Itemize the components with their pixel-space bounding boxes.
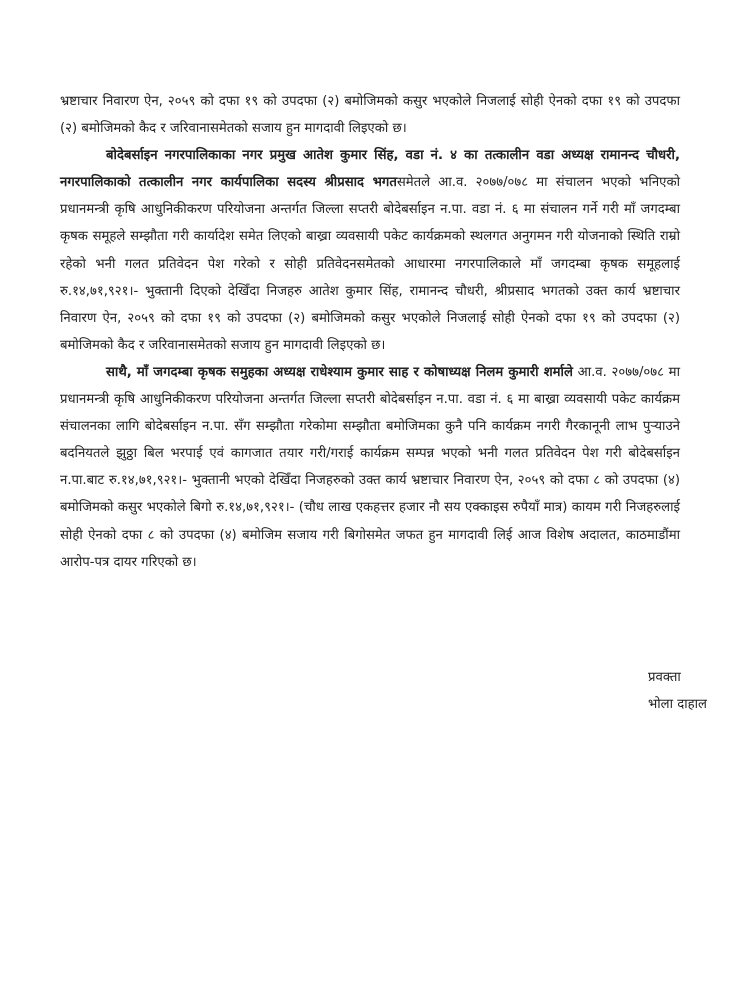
signatory-title: प्रवक्ता <box>647 670 681 685</box>
paragraph-2 <box>60 142 680 359</box>
paragraph-2-text: समेतले आ.व. २०७७/०७८ मा संचालन भएको भनिएको प्रधानमन्त्री कृषि आधुनिकीकरण परियोजना अन्तर्गत जिल्ला सप्तरी बोदेबर्साइन न.पा. वडा नं. ६ मा संचालन गर्ने गरी माँ जगदम्बा कृषक समूहले सम्झौता गरी कार्यादेश समेत लिएको बाख्रा व्यवसायी पकेट कार्यक्रमको स्थलगत अनुगमन गरी योजनाको स्थिति राम्रो रहेको भनी गलत प्रतिवेदन पेश गरेको र सोही प्रतिवेदनसमेतको आधारमा नगरपालिकाले माँ जगदम्बा कृषक समूहलाई रु.१४,७१,९२१।- भुक्तानी दिएको देखिँदा निजहरु आतेश कुमार सिंह, रामानन्द चौधरी, श्रीप्रसाद भगतको उक्त कार्य भ्रष्टाचार निवारण ऐन, २०५९ को दफा १९ को उपदफा (२) बमोजिमको कसुर भएकोले निजलाई सोही ऐनको दफा १९ को उपदफा (२) बमोजिमको कैद र जरिवानासमेतको सजाय हुन मागदावी लिइएको छ। <box>60 175 681 353</box>
signatory-name: भोला दाहाल <box>647 697 707 712</box>
paragraph-3 <box>60 359 680 576</box>
paragraph-3-text: आ.व. २०७७/०७८ मा प्रधानमन्त्री कृषि आधुनिकीकरण परियोजना अन्तर्गत जिल्ला सप्तरी बोदेबर्साइन न.पा. वडा नं. ६ मा बाख्रा व्यवसायी पकेट कार्यक्रम संचालनका लागि बोदेबर्साइन न.पा. सँग सम्झौता गरेकोमा सम्झौता बमोजिमका कुनै पनि कार्यक्रम नगरी गैरकानूनी लाभ पुऱ्याउने बदनियतले झुठ्ठा बिल भरपाई एवं कागजात तयार गरी/गराई कार्यक्रम सम्पन्न भएको भनी गलत प्रतिवेदन पेश गरी बोदेबर्साइन न.पा.बाट रु.१४,७१,९२१।- भुक्तानी भएको देखिँदा निजहरुको उक्त कार्य भ्रष्टाचार निवारण ऐन, २०५९ को दफा ८ को उपदफा (४) बमोजिमको कसुर भएकोले बिगो रु.१४,७१,९२१।- (चौध लाख एकहत्तर हजार नौ सय एक्काइस रुपैयाँ मात्र) कायम गरी निजहरुलाई सोही ऐनको दफा ८ को उपदफा (४) बमोजिम सजाय गरी बिगोसमेत जफत हुन मागदावी लिई आज विशेष अदालत, काठमाडौंमा आरोप-पत्र दायर गरिएको छ। <box>60 364 680 570</box>
press-release-body <box>60 88 680 576</box>
paragraph-3-bold-lead: साथै, माँ जगदम्बा कृषक समुहका अध्यक्ष राधेश्याम कुमार साह र कोषाध्यक्ष निलम कुमारी शर्माले <box>106 364 573 380</box>
paragraph-1: भ्रष्टाचार निवारण ऐन, २०५९ को दफा १९ को उपदफा (२) बमोजिमको कसुर भएकोले निजलाई सोही ऐनको दफा १९ को उपदफा (२) बमोजिमको कैद र जरिवानासमेतको सजाय हुन मागदावी लिइएको छ। <box>60 94 680 137</box>
paragraph-2-bold-lead: बोदेबर्साइन नगरपालिकाका नगर प्रमुख आतेश कुमार सिंह, वडा नं. ४ का तत्कालीन वडा अध्यक्ष रामानन्द चौधरी, नगरपालिकाको तत्कालीन नगर कार्यपालिका सदस्य श्रीप्रसाद भगत <box>60 148 680 191</box>
signature-block <box>648 664 707 718</box>
